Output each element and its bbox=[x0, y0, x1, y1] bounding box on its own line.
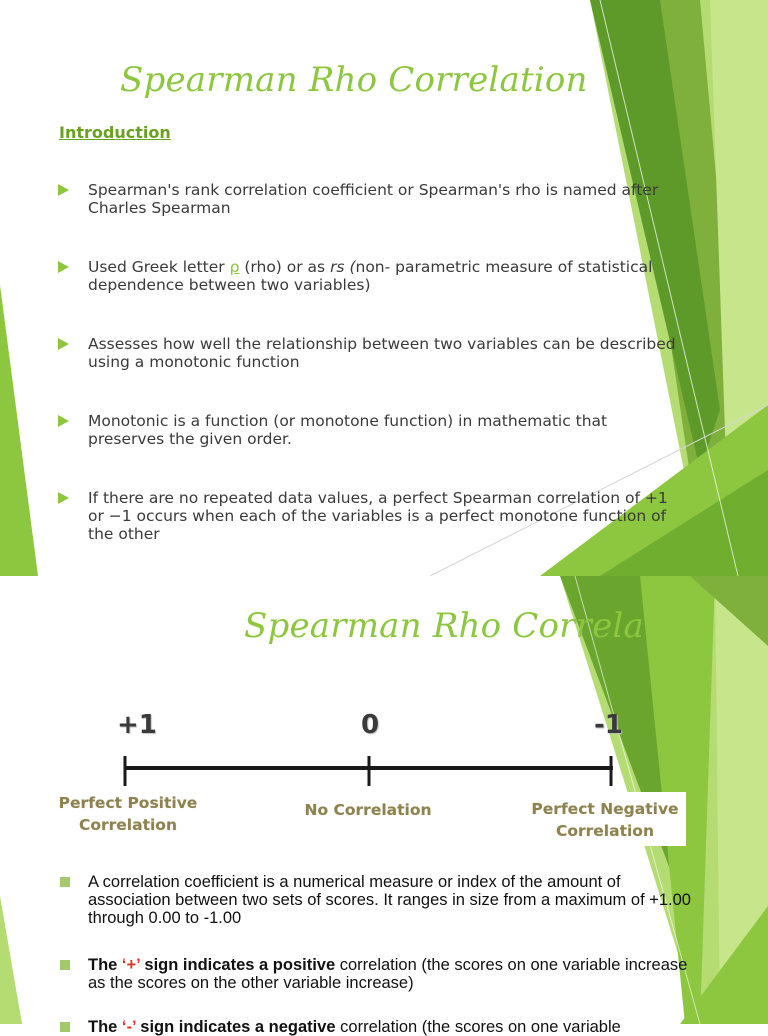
introduction-heading: Introduction bbox=[59, 123, 171, 142]
minus-sign: ‘-’ bbox=[121, 1018, 136, 1036]
scale-value-zero: 0 bbox=[361, 710, 380, 740]
rho-symbol: ρ bbox=[229, 258, 240, 276]
list-item: Used Greek letter ρ (rho) or as rs (non- parametric measure of statistical dependence between two variables) bbox=[58, 258, 678, 294]
scale-value-negative: -1 bbox=[594, 710, 623, 740]
list-item: If there are no repeated data values, a perfect Spearman correlation of +1 or −1 occurs when each of the variables is a perfect monotone function of the other bbox=[58, 489, 678, 543]
triangle-bullet-icon bbox=[58, 415, 69, 427]
square-bullet-icon bbox=[60, 1022, 70, 1032]
slide-2 bbox=[0, 576, 768, 1036]
no-correlation-label: No Correlation bbox=[304, 801, 432, 819]
triangle-bullet-icon bbox=[58, 261, 69, 273]
perfect-negative-label: Perfect Negative Correlation bbox=[531, 800, 679, 840]
perfect-positive-label: Perfect Positive Correlation bbox=[58, 794, 198, 834]
list-item: Spearman's rank correlation coefficient or Spearman's rho is named after Charles Spearman bbox=[58, 181, 678, 217]
list-item: Assesses how well the relationship between two variables can be described using a monotonic function bbox=[58, 335, 678, 371]
square-bullet-icon bbox=[60, 877, 70, 887]
list-item: The ‘+’ sign indicates a positive correlation (the scores on one variable increase as the scores on the other variable increase) bbox=[60, 956, 700, 992]
list-item: A correlation coefficient is a numerical measure or index of the amount of association between two sets of scores. It ranges in size from a maximum of +1.00 through 0.00 to -1.00 bbox=[60, 873, 700, 927]
slide-2-title: Spearman Rho Correlation bbox=[244, 606, 712, 646]
slide-1-title: Spearman Rho Correlation bbox=[120, 60, 588, 100]
plus-sign: ‘+’ bbox=[121, 956, 140, 974]
square-bullet-icon bbox=[60, 960, 70, 970]
list-item: Monotonic is a function (or monotone function) in mathematic that preserves the given order. bbox=[58, 412, 678, 448]
triangle-bullet-icon bbox=[58, 492, 69, 504]
scale-value-positive: +1 bbox=[117, 710, 157, 740]
triangle-bullet-icon bbox=[58, 338, 69, 350]
triangle-bullet-icon bbox=[58, 184, 69, 196]
list-item: The ‘-’ sign indicates a negative correlation (the scores on one variable bbox=[60, 1018, 700, 1036]
